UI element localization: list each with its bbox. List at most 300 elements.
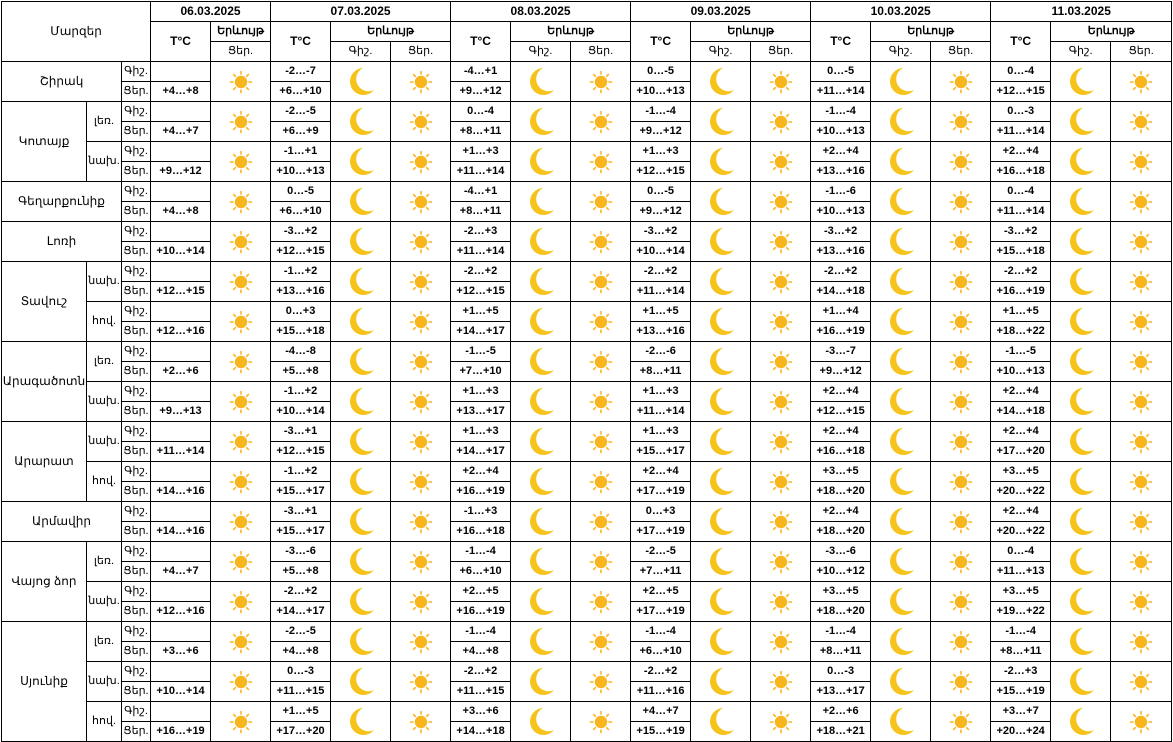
temp-night: +2…+4 [811,142,871,162]
sun-icon [949,310,973,334]
temp-day: +14…+18 [811,282,871,302]
temp-night: +1…+4 [811,302,871,322]
moon-icon [1066,426,1096,458]
temp-night: +2…+6 [811,702,871,722]
phenomenon-night [691,502,751,542]
temp-night-empty [151,222,211,242]
temp-day: +20…+22 [991,522,1051,542]
temp-day: +18…+22 [991,322,1051,342]
temp-night-empty [151,302,211,322]
temp-night-empty [151,62,211,82]
sun-icon [949,670,973,694]
sun-icon [949,470,973,494]
header-row-dates [2,2,1172,22]
day-subheader: Ցեր. [571,42,631,62]
temp-day: +16…+19 [451,482,511,502]
phenomenon-night [1051,542,1111,582]
temp-day: +12…+15 [271,242,331,262]
day-subheader: Ցեր. [211,42,271,62]
temp-header: T°C [151,22,211,62]
sun-icon [589,70,613,94]
sun-icon [769,710,793,734]
temp-night: -3…-7 [811,342,871,362]
moon-icon [1066,546,1096,578]
temp-day: +16…+19 [151,722,211,742]
phenomenon-day [571,62,631,102]
phenomenon-night [331,302,391,342]
sun-icon [949,270,973,294]
temp-day: +20…+22 [991,482,1051,502]
phenomenon-cell [211,502,271,542]
temp-day: +14…+17 [451,442,511,462]
sun-icon [949,390,973,414]
temp-night: +2…+4 [991,502,1051,522]
zone-label: հով. [87,702,122,742]
temp-day: +15…+17 [271,522,331,542]
temp-day: +19…+22 [991,602,1051,622]
phenomenon-night [511,302,571,342]
moon-icon [1066,346,1096,378]
temp-night-empty [151,582,211,602]
night-subheader: Գիշ. [1051,42,1111,62]
temp-day: +10…+13 [991,362,1051,382]
moon-icon [346,146,376,178]
sun-icon [589,630,613,654]
phenomenon-night [331,542,391,582]
phenomenon-header: Երևույթ [871,22,991,42]
temp-day: +12…+15 [631,162,691,182]
phenomenon-day [1111,342,1172,382]
temp-day: +16…+19 [811,322,871,342]
phenomenon-day [751,302,811,342]
phenomenon-day [751,342,811,382]
sun-icon [589,110,613,134]
temp-night: 0…-3 [271,662,331,682]
sun-icon [1129,550,1153,574]
night-label: Գիշ. [122,622,151,642]
phenomenon-header: Երևույթ [1051,22,1172,42]
moon-icon [886,706,916,738]
temp-night: -3…+2 [811,222,871,242]
night-subheader: Գիշ. [691,42,751,62]
phenomenon-cell [211,302,271,342]
temp-night: +2…+5 [451,582,511,602]
moon-icon [1066,106,1096,138]
sun-icon [1129,710,1153,734]
phenomenon-day [931,502,991,542]
temp-day: +12…+15 [271,442,331,462]
phenomenon-night [331,182,391,222]
sun-icon [229,510,253,534]
phenomenon-day [751,502,811,542]
temp-night: -3…-6 [271,542,331,562]
moon-icon [886,146,916,178]
phenomenon-night [871,142,931,182]
phenomenon-day [751,662,811,702]
forecast-table [1,1,1172,742]
phenomenon-day [1111,102,1172,142]
temp-night: -4…+1 [451,182,511,202]
phenomenon-day [1111,462,1172,502]
temp-day: +10…+12 [811,562,871,582]
temp-night: 0…-4 [451,102,511,122]
phenomenon-day [751,182,811,222]
day-label: Ցեր. [122,402,151,422]
moon-icon [1066,146,1096,178]
phenomenon-day [751,382,811,422]
table-row [2,622,1172,642]
temp-day: +14…+16 [151,522,211,542]
moon-icon [526,706,556,738]
sun-icon [949,430,973,454]
sun-icon [769,230,793,254]
sun-icon [769,150,793,174]
phenomenon-night [331,582,391,622]
phenomenon-day [391,102,451,142]
sun-icon [589,710,613,734]
phenomenon-day [931,182,991,222]
day-label: Ցեր. [122,562,151,582]
phenomenon-night [1051,102,1111,142]
night-subheader: Գիշ. [511,42,571,62]
temp-day: +13…+17 [811,682,871,702]
phenomenon-night [1051,142,1111,182]
moon-icon [706,706,736,738]
moon-icon [706,426,736,458]
date-header: 09.03.2025 [631,2,811,22]
temp-header: T°C [811,22,871,62]
moon-icon [886,506,916,538]
moon-icon [526,346,556,378]
moon-icon [706,626,736,658]
night-label: Գիշ. [122,102,151,122]
phenomenon-day [571,662,631,702]
temp-day: +11…+14 [631,282,691,302]
sun-icon [1129,430,1153,454]
sun-icon [589,270,613,294]
temp-header: T°C [991,22,1051,62]
temp-night: -2…+3 [991,662,1051,682]
moon-icon [1066,666,1096,698]
phenomenon-night [1051,182,1111,222]
temp-night: -1…-5 [451,342,511,362]
phenomenon-day [391,462,451,502]
moon-icon [1066,466,1096,498]
phenomenon-day [391,702,451,742]
phenomenon-day [391,342,451,382]
temp-day: +20…+24 [991,722,1051,742]
sun-icon [589,230,613,254]
temp-night-empty [151,182,211,202]
phenomenon-night [331,342,391,382]
phenomenon-night [1051,222,1111,262]
phenomenon-cell [211,142,271,182]
temp-day: +11…+15 [451,682,511,702]
sun-icon [1129,310,1153,334]
moon-icon [526,386,556,418]
phenomenon-night [331,142,391,182]
moon-icon [706,266,736,298]
phenomenon-day [931,342,991,382]
temp-night: +3…+6 [451,702,511,722]
temp-night: 0…-3 [991,102,1051,122]
date-header: 07.03.2025 [271,2,451,22]
temp-day: +14…+17 [271,602,331,622]
temp-night: -2…+3 [451,222,511,242]
moon-icon [526,466,556,498]
temp-day: +15…+19 [991,682,1051,702]
moon-icon [346,386,376,418]
temp-night: -1…-4 [451,542,511,562]
temp-day: +10…+13 [811,122,871,142]
moon-icon [706,306,736,338]
temp-night: -2…-7 [271,62,331,82]
table-row [2,542,1172,562]
phenomenon-night [1051,342,1111,382]
temp-night: +4…+7 [631,702,691,722]
sun-icon [229,310,253,334]
day-label: Ցեր. [122,82,151,102]
date-header: 10.03.2025 [811,2,991,22]
phenomenon-night [691,702,751,742]
sun-icon [1129,670,1153,694]
temp-night-empty [151,422,211,442]
phenomenon-day [571,102,631,142]
temp-day: +4…+8 [271,642,331,662]
phenomenon-day [1111,62,1172,102]
phenomenon-day [391,662,451,702]
zone-label: նախ. [87,582,122,622]
night-label: Գիշ. [122,662,151,682]
sun-icon [409,70,433,94]
phenomenon-night [871,422,931,462]
zone-label: նախ. [87,142,122,182]
phenomenon-night [1051,582,1111,622]
temp-night: -2…-6 [631,342,691,362]
temp-night: +3…+5 [811,582,871,602]
zone-label: լեռ. [87,102,122,142]
phenomenon-day [931,262,991,302]
phenomenon-day [751,422,811,462]
phenomenon-day [931,302,991,342]
sun-icon [229,630,253,654]
region-name: Լոռի [2,222,122,262]
temp-night: +3…+7 [991,702,1051,722]
sun-icon [1129,390,1153,414]
day-label: Ցեր. [122,162,151,182]
temp-day: +15…+17 [631,442,691,462]
moon-icon [526,266,556,298]
phenomenon-header: Երևույթ [511,22,631,42]
sun-icon [589,310,613,334]
phenomenon-night [691,302,751,342]
sun-icon [589,590,613,614]
temp-day: +5…+8 [271,562,331,582]
moon-icon [706,586,736,618]
moon-icon [1066,626,1096,658]
day-label: Ցեր. [122,442,151,462]
moon-icon [526,106,556,138]
moon-icon [886,386,916,418]
temp-night-empty [151,262,211,282]
phenomenon-night [1051,382,1111,422]
temp-day: +8…+11 [991,642,1051,662]
phenomenon-night [1051,422,1111,462]
sun-icon [769,110,793,134]
phenomenon-day [931,382,991,422]
region-name: Գեղարքունիք [2,182,122,222]
sun-icon [949,150,973,174]
temp-night-empty [151,102,211,122]
sun-icon [409,470,433,494]
sun-icon [1129,470,1153,494]
temp-day: +17…+20 [271,722,331,742]
temp-night: +2…+5 [631,582,691,602]
temp-night: -2…+2 [631,662,691,682]
temp-night: +1…+3 [451,142,511,162]
day-label: Ցեր. [122,642,151,662]
date-header: 08.03.2025 [451,2,631,22]
phenomenon-day [931,662,991,702]
phenomenon-day [931,622,991,662]
phenomenon-night [691,382,751,422]
date-header: 11.03.2025 [991,2,1172,22]
phenomenon-night [331,622,391,662]
phenomenon-cell [211,262,271,302]
phenomenon-day [1111,382,1172,422]
phenomenon-night [691,422,751,462]
sun-icon [1129,590,1153,614]
moon-icon [886,106,916,138]
temp-day: +11…+14 [991,122,1051,142]
sun-icon [409,590,433,614]
temp-day: +13…+17 [451,402,511,422]
sun-icon [1129,110,1153,134]
temp-night-empty [151,622,211,642]
temp-day: +10…+13 [811,202,871,222]
temp-day: +6…+10 [271,82,331,102]
phenomenon-cell [211,222,271,262]
sun-icon [769,310,793,334]
temp-night: 0…-4 [991,62,1051,82]
phenomenon-day [1111,222,1172,262]
phenomenon-night [1051,502,1111,542]
temp-day: +11…+14 [631,402,691,422]
sun-icon [949,710,973,734]
temp-day: +11…+14 [991,202,1051,222]
night-subheader: Գիշ. [871,42,931,62]
phenomenon-day [751,262,811,302]
temp-night-empty [151,662,211,682]
day-label: Ցեր. [122,322,151,342]
temp-night: -2…-5 [271,622,331,642]
temp-night: +3…+5 [991,582,1051,602]
region-name: Արմավիր [2,502,122,542]
table-row [2,582,1172,602]
phenomenon-night [691,662,751,702]
sun-icon [769,590,793,614]
phenomenon-night [331,382,391,422]
moon-icon [706,666,736,698]
sun-icon [1129,510,1153,534]
temp-night: 0…+3 [631,502,691,522]
sun-icon [409,390,433,414]
moon-icon [346,426,376,458]
temp-day: +18…+20 [811,482,871,502]
sun-icon [589,350,613,374]
temp-night: -3…+1 [271,502,331,522]
sun-icon [229,550,253,574]
phenomenon-night [691,182,751,222]
phenomenon-night [331,502,391,542]
table-row [2,302,1172,322]
temp-night: -2…+2 [271,582,331,602]
phenomenon-day [1111,262,1172,302]
moon-icon [526,626,556,658]
phenomenon-night [1051,462,1111,502]
phenomenon-night [511,382,571,422]
sun-icon [949,190,973,214]
sun-icon [229,230,253,254]
sun-icon [229,670,253,694]
temp-day: +4…+8 [451,642,511,662]
temp-night-empty [151,502,211,522]
sun-icon [769,190,793,214]
moon-icon [706,226,736,258]
sun-icon [229,350,253,374]
temp-night: 0…-5 [631,182,691,202]
temp-night: -1…-4 [811,622,871,642]
day-label: Ցեր. [122,722,151,742]
temp-day: +9…+12 [811,362,871,382]
phenomenon-day [571,702,631,742]
phenomenon-header: Երևույթ [691,22,811,42]
moon-icon [886,226,916,258]
temp-night-empty [151,542,211,562]
sun-icon [1129,270,1153,294]
phenomenon-night [871,182,931,222]
phenomenon-night [511,182,571,222]
temp-night: -3…+1 [271,422,331,442]
temp-day: +12…+15 [811,402,871,422]
sun-icon [409,190,433,214]
moon-icon [886,186,916,218]
region-name: Շիրակ [2,62,122,102]
night-label: Գիշ. [122,542,151,562]
zone-label: լեռ. [87,342,122,382]
temp-day: +8…+11 [451,122,511,142]
sun-icon [409,630,433,654]
phenomenon-cell [211,462,271,502]
table-row [2,102,1172,122]
moon-icon [706,386,736,418]
phenomenon-day [931,222,991,262]
phenomenon-night [511,142,571,182]
temp-day: +9…+13 [151,402,211,422]
night-label: Գիշ. [122,262,151,282]
temp-day: +3…+6 [151,642,211,662]
region-name: Սյունիք [2,622,87,742]
temp-day: +4…+7 [151,562,211,582]
phenomenon-night [511,342,571,382]
phenomenon-night [691,542,751,582]
phenomenon-day [571,422,631,462]
sun-icon [1129,150,1153,174]
phenomenon-day [571,182,631,222]
temp-day: +10…+13 [271,162,331,182]
temp-night: -1…+2 [271,262,331,282]
temp-night: -2…+2 [451,262,511,282]
